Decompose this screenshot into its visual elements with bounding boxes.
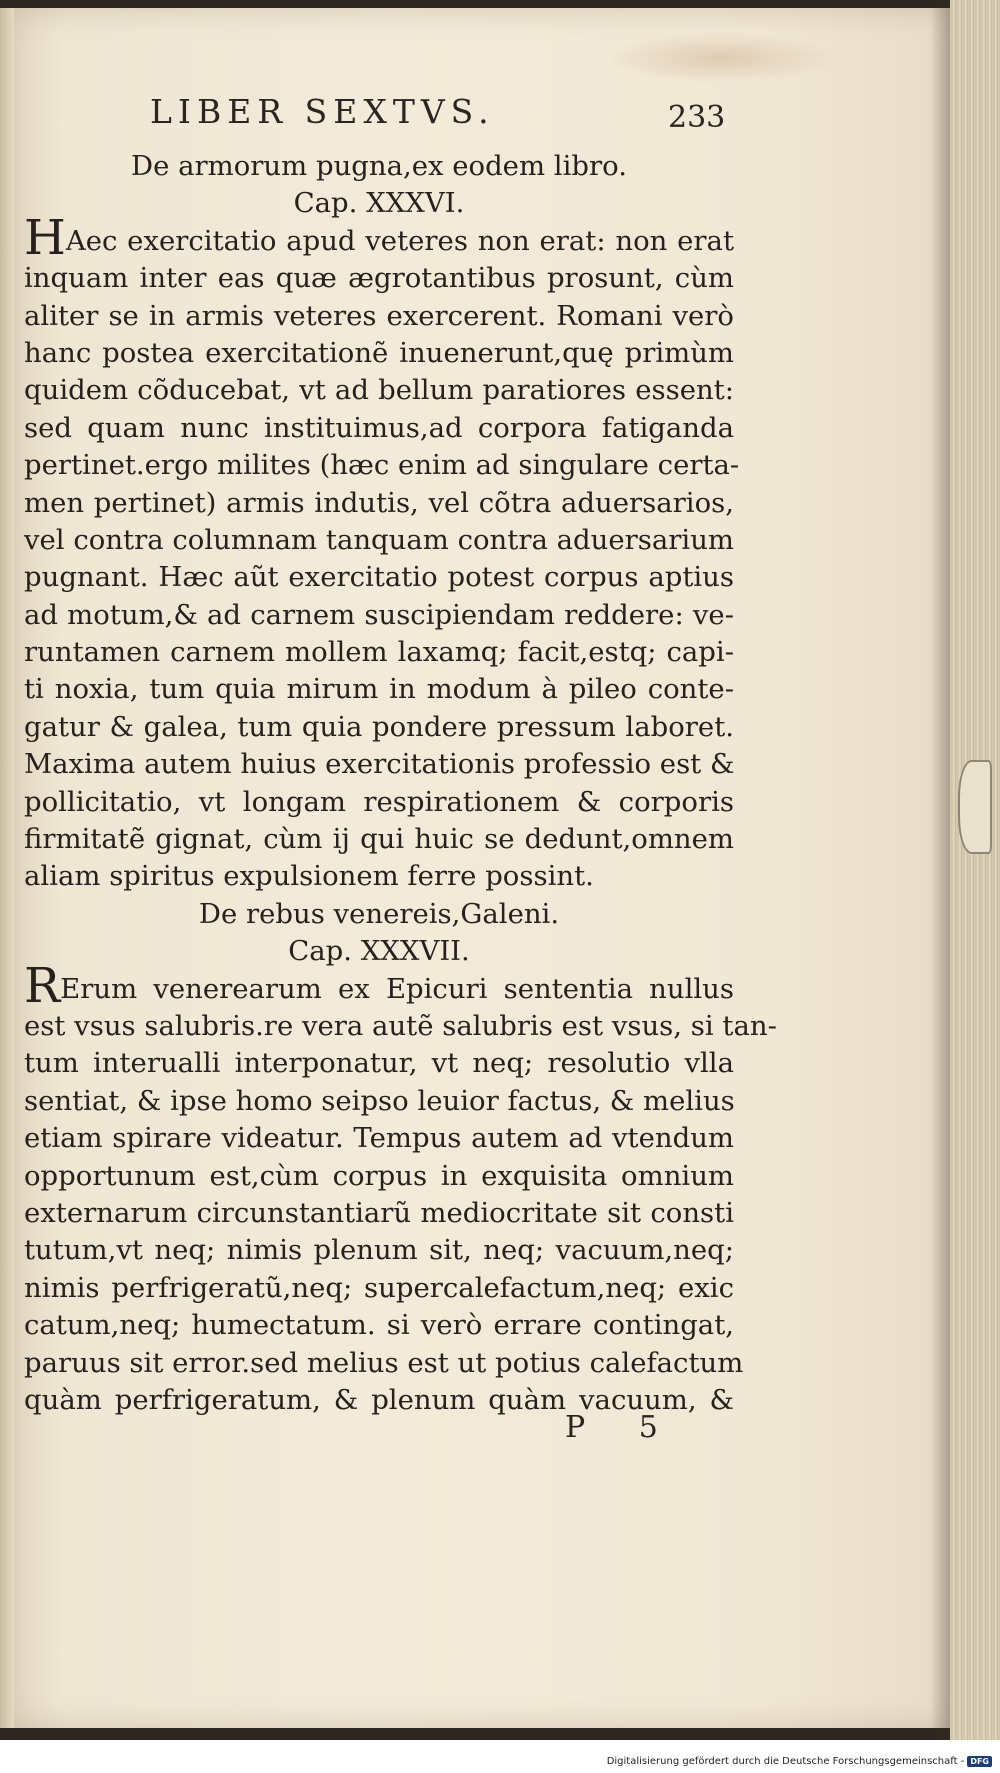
chapter-heading bbox=[24, 896, 734, 933]
chapter-heading bbox=[24, 933, 734, 970]
line-text: runtamen carnem mollem laxamq; facit,estq; capi- bbox=[24, 636, 734, 669]
chapter-heading bbox=[24, 148, 734, 185]
initial-letter: H bbox=[24, 209, 66, 266]
text-line bbox=[24, 410, 734, 447]
line-text: quidem cõducebat, vt ad bellum paratiores essent: bbox=[24, 374, 734, 407]
line-text: aliter se in armis veteres exercerent. Romani verò bbox=[24, 299, 734, 332]
text-line bbox=[24, 522, 734, 559]
line-text: inquam inter eas quæ ægrotantibus prosunt, cùm bbox=[24, 262, 734, 295]
text-line bbox=[24, 1270, 734, 1307]
text-line bbox=[24, 298, 734, 335]
line-text: ti noxia, tum quia mirum in modum à pileo conte- bbox=[24, 673, 734, 706]
text-line bbox=[24, 671, 734, 708]
line-text: firmitatẽ gignat, cùm ij qui huic se dedunt,omnem bbox=[24, 823, 734, 856]
dfg-logo: DFG bbox=[967, 1756, 992, 1767]
text-line bbox=[24, 260, 734, 297]
line-text: est vsus salubris.re vera autẽ salubris est vsus, si tan- bbox=[24, 1009, 777, 1042]
text-line bbox=[24, 335, 734, 372]
line-text: quàm perfrigeratum, & plenum quàm vacuum, & bbox=[24, 1383, 734, 1416]
line-text: Cap. XXXVII. bbox=[288, 935, 470, 968]
text-line bbox=[24, 1045, 734, 1082]
line-text: sed quam nunc instituimus,ad corpora fatiganda bbox=[24, 411, 734, 444]
line-text: Aec exercitatio apud veteres non erat: non erat bbox=[65, 224, 734, 257]
line-text: De rebus venereis,Galeni. bbox=[198, 897, 560, 930]
line-text: tum interualli interponatur, vt neq; resolutio vlla bbox=[24, 1047, 734, 1080]
line-text: sentiat, & ipse homo seipso leuior factus, & melius bbox=[24, 1084, 735, 1117]
text-line bbox=[24, 209, 734, 266]
initial-letter: R bbox=[24, 957, 61, 1014]
gutter-edge bbox=[0, 8, 14, 1728]
text-line bbox=[24, 447, 740, 484]
line-text: pugnant. Hæc aũt exercitatio potest corpus aptius bbox=[24, 561, 734, 594]
text-line bbox=[24, 1345, 744, 1382]
line-text: externarum circunstantiarũ mediocritate sit consti bbox=[24, 1196, 734, 1229]
line-text: paruus sit error.sed melius est ut potius calefactum bbox=[24, 1346, 744, 1379]
line-text: nimis perfrigeratũ,neq; supercalefactum,neq; exic bbox=[24, 1271, 734, 1304]
line-text: Maxima autem huius exercitationis professio est & bbox=[24, 748, 735, 781]
line-text: pertinet.ergo milites (hæc enim ad singulare certa- bbox=[24, 449, 740, 482]
running-head: LIBER SEXTVS. bbox=[150, 92, 495, 131]
fore-edge-shadow bbox=[930, 0, 952, 1740]
line-text: Erum venerearum ex Epicuri sententia nullus bbox=[60, 972, 734, 1005]
line-text: Cap. XXXVI. bbox=[293, 187, 465, 220]
line-text: catum,neq; humectatum. si verò errare contingat, bbox=[24, 1309, 734, 1342]
text-line bbox=[24, 1120, 734, 1157]
text-line bbox=[24, 1158, 734, 1195]
footer-text: Digitalisierung gefördert durch die Deutsche Forschungsgemeinschaft - bbox=[606, 1756, 965, 1767]
text-line bbox=[24, 746, 734, 783]
line-text: etiam spirare videatur. Tempus autem ad vtendum bbox=[24, 1122, 734, 1155]
line-text: ad motum,& ad carnem suscipiendam reddere: ve- bbox=[24, 598, 734, 631]
page-number: 233 bbox=[668, 100, 726, 135]
line-text: hanc postea exercitationẽ inuenerunt,quę primùm bbox=[24, 336, 734, 369]
text-line bbox=[24, 597, 734, 634]
text-line bbox=[24, 559, 734, 596]
text-line bbox=[24, 709, 734, 746]
text-line bbox=[24, 858, 734, 895]
fore-edge bbox=[950, 0, 1000, 1740]
line-text: tutum,vt neq; nimis plenum sit, neq; vacuum,neq; bbox=[24, 1234, 734, 1267]
signature-mark: P 5 bbox=[565, 1410, 680, 1445]
line-text: vel contra columnam tanquam contra aduersarium bbox=[24, 523, 734, 556]
page-tab-mark bbox=[958, 760, 992, 854]
digitization-footer bbox=[607, 1756, 992, 1767]
line-text: pollicitatio, vt longam respirationem & corporis bbox=[24, 785, 734, 818]
text-line bbox=[24, 784, 734, 821]
line-text: aliam spiritus expulsionem ferre possint. bbox=[24, 860, 594, 893]
line-text: De armorum pugna,ex eodem libro. bbox=[131, 150, 627, 182]
text-line bbox=[24, 1083, 734, 1120]
line-text: gatur & galea, tum quia pondere pressum laboret. bbox=[24, 710, 734, 743]
text-line bbox=[24, 1307, 734, 1344]
line-text: men pertinet) armis indutis, vel cõtra aduersarios, bbox=[24, 486, 734, 519]
line-text: opportunum est,cùm corpus in exquisita omnium bbox=[24, 1159, 734, 1192]
chapter-heading bbox=[24, 185, 734, 222]
text-line bbox=[24, 1195, 734, 1232]
text-line bbox=[24, 485, 734, 522]
text-line bbox=[24, 821, 734, 858]
text-line bbox=[24, 372, 734, 409]
text-column bbox=[24, 148, 777, 1419]
text-line bbox=[24, 1008, 777, 1045]
text-line bbox=[24, 957, 734, 1014]
text-line bbox=[24, 1232, 734, 1269]
text-line bbox=[24, 634, 734, 671]
page-stain bbox=[606, 33, 836, 83]
